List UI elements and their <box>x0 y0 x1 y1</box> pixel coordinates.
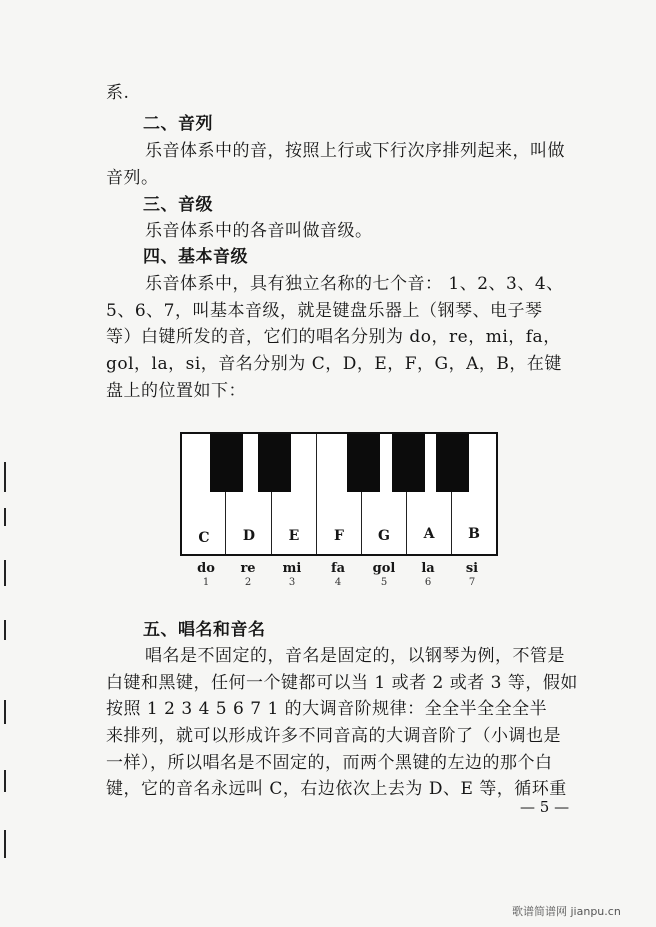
text-line: 5、6、7，叫基本音级，就是键盘乐器上（钢琴、电子琴 <box>106 301 543 321</box>
text-line: 乐音体系中的音，按照上行或下行次序排列起来，叫做 <box>145 141 565 161</box>
black-key <box>210 434 243 492</box>
note-label: C <box>198 530 210 546</box>
text-line: 等）白键所发的音，它们的唱名分别为 do，re，mi，fa， <box>106 327 561 347</box>
note-label: F <box>334 528 344 544</box>
text-line: 白键和黑键，任何一个键都可以当 1 或者 2 或者 3 等，假如 <box>106 673 578 693</box>
degree-number: 4 <box>334 577 342 588</box>
text-line: 来排列，就可以形成许多不同音高的大调音阶了（小调也是 <box>106 726 561 746</box>
text-line: 系. <box>106 83 130 103</box>
text-line: 盘上的位置如下： <box>106 381 246 401</box>
black-key <box>392 434 425 492</box>
scan-mark <box>4 462 6 492</box>
text-line: 唱名是不固定的，音名是固定的，以钢琴为例，不管是 <box>145 646 565 666</box>
section-heading-2: 二、音列 <box>143 114 213 134</box>
degree-number: 7 <box>468 577 476 588</box>
scan-mark <box>4 700 6 724</box>
degree-number: 5 <box>380 577 388 588</box>
scan-mark <box>4 830 6 858</box>
degree-number: 6 <box>424 577 432 588</box>
black-key <box>436 434 469 492</box>
scan-mark <box>4 620 6 640</box>
watermark: 歌谱简谱网 jianpu.cn <box>512 905 621 918</box>
solfege-label: fa <box>330 561 345 576</box>
scan-mark <box>4 508 6 526</box>
scan-mark <box>4 560 6 586</box>
section-heading-4: 四、基本音级 <box>143 247 248 267</box>
degree-number: 1 <box>202 577 210 588</box>
scan-mark <box>4 770 6 792</box>
black-key <box>347 434 380 492</box>
piano-keyboard-diagram <box>180 432 498 556</box>
solfege-label: si <box>465 561 479 576</box>
solfege-label: la <box>421 561 435 576</box>
text-line: 一样），所以唱名是不固定的，而两个黑键的左边的那个白 <box>106 753 553 773</box>
text-line: 音列。 <box>106 168 159 188</box>
note-label: A <box>423 526 435 542</box>
text-line: 乐音体系中的各音叫做音级。 <box>145 221 373 241</box>
note-label: E <box>288 528 300 544</box>
text-line: 键，它的音名永远叫 C，右边依次上去为 D、E 等，循环重 <box>106 779 567 799</box>
section-heading-5: 五、唱名和音名 <box>143 620 266 640</box>
black-key <box>258 434 291 492</box>
solfege-label: do <box>197 561 215 576</box>
note-label: D <box>242 528 256 544</box>
degree-number: 3 <box>288 577 296 588</box>
solfege-label: mi <box>282 561 302 576</box>
text-line: 乐音体系中，具有独立名称的七个音： 1、2、3、4、 <box>145 274 564 294</box>
note-label: B <box>468 526 480 542</box>
degree-number: 2 <box>244 577 252 588</box>
note-label: G <box>378 528 390 544</box>
solfege-label: gol <box>372 561 396 576</box>
section-heading-3: 三、音级 <box>143 195 213 215</box>
text-line: gol，la，si，音名分别为 C，D，E，F，G，A，B，在键 <box>106 354 562 374</box>
page-number: — 5 — <box>520 798 570 816</box>
text-line: 按照 1 2 3 4 5 6 7 1 的大调音阶规律：全全半全全全半 <box>106 699 548 719</box>
solfege-label: re <box>240 561 256 576</box>
